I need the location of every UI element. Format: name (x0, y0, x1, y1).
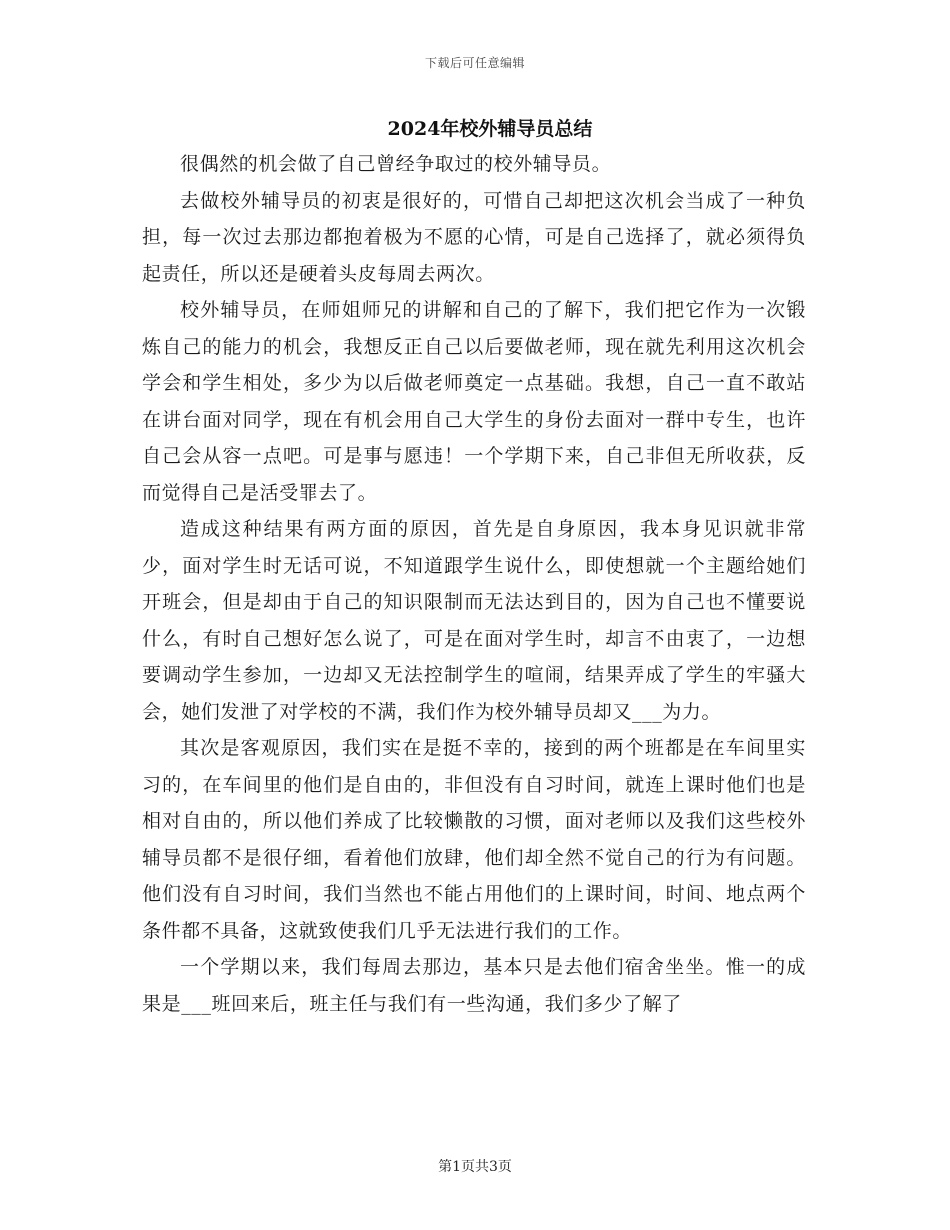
paragraph: 去做校外辅导员的初衷是很好的，可惜自己却把这次机会当成了一种负担，每一次过去那边都抱着极为不愿的心情，可是自己选择了，就必须得负起责任，所以还是硬着头皮每周去两次。 (142, 189, 806, 285)
paragraph: 很偶然的机会做了自己曾经争取过的校外辅导员。 (180, 153, 612, 175)
paragraph: 造成这种结果有两方面的原因，首先是自身原因，我本身见识就非常少，面对学生时无话可说，不知道跟学生说什么，即使想就一个主题给她们开班会，但是却由于自己的知识限制而无法达到目的，因为自己也不懂要说什么，有时自己想好怎么说了，可是在面对学生时，却言不由衷了，一边想要调动学生参加，一边却又无法控制学生的喧闹，结果弄成了学生的牢骚大会，她们发泄了对学校的不满，我们作为校外辅导员却又___为力。 (142, 518, 806, 723)
header-note: 下载后可任意编辑 (424, 56, 525, 70)
paragraph: 其次是客观原因，我们实在是挺不幸的，接到的两个班都是在车间里实习的，在车间里的他们是自由的，非但没有自习时间，就连上课时他们也是相对自由的，所以他们养成了比较懒散的习惯，面对老师以及我们这些校外辅导员都不是很仔细，看着他们放肆，他们却全然不觉自己的行为有问题。他们没有自习时间，我们当然也不能占用他们的上课时间，时间、地点两个条件都不具备，这就致使我们几乎无法进行我们的工作。 (142, 737, 806, 942)
document-body (142, 146, 806, 1022)
paragraph: 一个学期以来，我们每周去那边，基本只是去他们宿舍坐坐。惟一的成果是___班回来后，班主任与我们有一些沟通，我们多少了解了 (142, 956, 806, 1015)
page-number: 第1页共3页 (438, 1159, 512, 1175)
document-title: 2024年校外辅导员总结 (387, 118, 593, 140)
paragraph: 校外辅导员，在师姐师兄的讲解和自己的了解下，我们把它作为一次锻炼自己的能力的机会，我想反正自己以后要做老师，现在就先利用这次机会学会和学生相处，多少为以后做老师奠定一点基础。我想，自己一直不敢站在讲台面对同学，现在有机会用自己大学生的身份去面对一群中专生，也许自己会从容一点吧。可是事与愿违！一个学期下来，自己非但无所收获，反而觉得自己是活受罪去了。 (142, 299, 806, 504)
